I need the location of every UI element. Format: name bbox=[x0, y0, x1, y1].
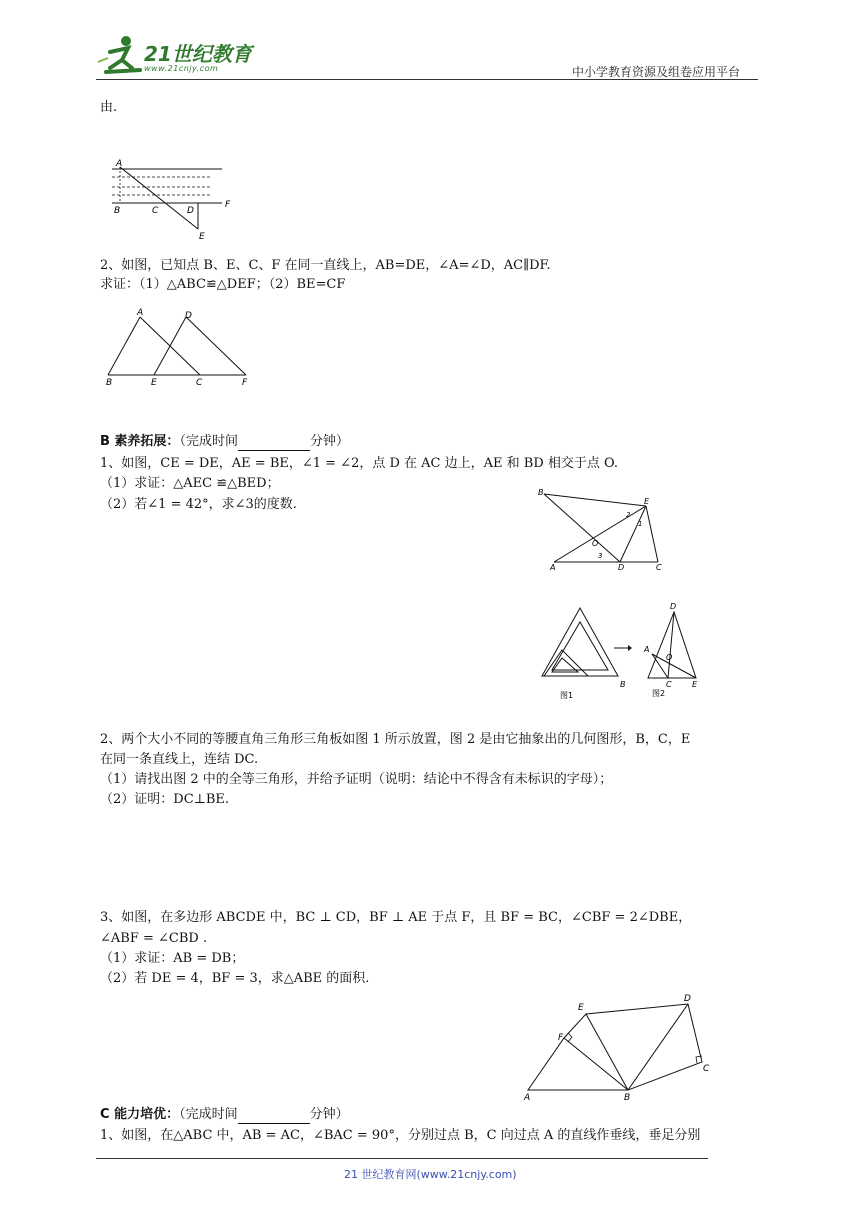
fig2-label-b: B bbox=[106, 378, 113, 388]
fig4-caption-1: 图1 bbox=[560, 691, 574, 700]
fig5-label-b: B bbox=[624, 1093, 631, 1102]
b1-line3: （2）若∠1 = 42°，求∠3的度数. bbox=[100, 497, 297, 512]
fig1-label-f: F bbox=[225, 200, 231, 210]
fig5-label-c: C bbox=[703, 1064, 710, 1074]
fig3-label-1: 1 bbox=[638, 520, 643, 528]
fig3-label-c: C bbox=[656, 563, 662, 572]
runner-logo-icon bbox=[96, 34, 146, 78]
fig4-label-c: C bbox=[666, 680, 672, 689]
b3-line3: （1）求证：AB = DB； bbox=[100, 951, 245, 966]
fig3-label-2: 2 bbox=[626, 511, 631, 519]
b2-line3: （1）请找出图 2 中的全等三角形，并给予证明（说明：结论中不得含有未标识的字母）； bbox=[100, 772, 613, 787]
section-c-time-pre: （完成时间 bbox=[179, 1107, 238, 1122]
section-b-time-blank[interactable] bbox=[238, 437, 310, 451]
figure-two-triangles bbox=[100, 305, 260, 390]
section-b-time-post: 分钟） bbox=[309, 434, 349, 449]
fig3-label-3: 3 bbox=[598, 552, 603, 560]
fig5-label-a: A bbox=[524, 1093, 531, 1102]
logo-url: www.21cnjy.com bbox=[144, 64, 219, 73]
fig4-label-o: O bbox=[666, 653, 673, 662]
section-c-heading bbox=[100, 1106, 349, 1124]
section-b-time-pre: （完成时间 bbox=[179, 434, 238, 449]
fig3-label-b: B bbox=[538, 488, 544, 497]
b3-line4: （2）若 DE = 4，BF = 3，求△ABE 的面积. bbox=[100, 971, 370, 986]
fig5-label-d: D bbox=[684, 994, 691, 1004]
b2-line4: （2）证明：DC⊥BE. bbox=[100, 792, 230, 807]
fig1-label-b: B bbox=[114, 206, 121, 216]
fig3-label-a: A bbox=[550, 563, 556, 572]
fig4-label-b: B bbox=[620, 680, 626, 689]
fig1-label-c: C bbox=[152, 206, 159, 216]
b3-line1: 3、如图，在多边形 ABCDE 中，BC ⊥ CD，BF ⊥ AE 于点 F，且 BF = BC，∠CBF = 2∠DBE， bbox=[100, 910, 692, 925]
q2-line1: 2、如图，已知点 B、E、C、F 在同一直线上，AB=DE，∠A=∠D，AC∥DF. bbox=[100, 258, 551, 273]
header-logo bbox=[96, 34, 266, 78]
figure-b1 bbox=[534, 484, 674, 574]
figure-parallel-lines bbox=[104, 155, 244, 245]
fig5-label-f: F bbox=[558, 1033, 564, 1043]
q2-line2: 求证：（1）△ABC≌△DEF；（2）BE=CF bbox=[100, 277, 346, 292]
fig4-label-a: A bbox=[644, 645, 650, 654]
fig1-label-e: E bbox=[199, 232, 205, 242]
fig1-label-a: A bbox=[116, 159, 123, 169]
footer-text: 21 世纪教育网(www.21cnjy.com) bbox=[344, 1168, 517, 1181]
section-b-title: B 素养拓展： bbox=[100, 434, 180, 449]
fig4-label-e: E bbox=[692, 680, 698, 689]
section-b-heading bbox=[100, 433, 349, 451]
fig1-label-d: D bbox=[187, 206, 194, 216]
figure-b3 bbox=[518, 990, 723, 1102]
b2-line1: 2、两个大小不同的等腰直角三角形三角板如图 1 所示放置，图 2 是由它抽象出的几何图形，B，C，E bbox=[100, 732, 691, 747]
b2-line2: 在同一条直线上，连结 DC. bbox=[100, 752, 259, 767]
footer-rule bbox=[96, 1158, 708, 1159]
header-rule bbox=[96, 79, 758, 80]
c1-line1: 1、如图，在△ABC 中，AB = AC，∠BAC = 90°，分别过点 B，C 向过点 A 的直线作垂线，垂足分别 bbox=[100, 1128, 701, 1143]
fig2-label-f: F bbox=[242, 378, 248, 388]
fig4-caption-2: 图2 bbox=[652, 689, 666, 698]
fig2-label-a: A bbox=[137, 308, 144, 318]
fig2-label-e: E bbox=[151, 378, 157, 388]
figure-b2 bbox=[532, 598, 712, 702]
fig3-label-e: E bbox=[644, 497, 650, 506]
b3-line2: ∠ABF = ∠CBD . bbox=[100, 931, 208, 946]
b1-line2: （1）求证：△AEC ≌△BED； bbox=[100, 476, 280, 491]
section-c-time-post: 分钟） bbox=[309, 1107, 349, 1122]
fig5-label-e: E bbox=[578, 1003, 584, 1013]
fig4-label-d: D bbox=[670, 602, 677, 611]
fig2-label-c: C bbox=[196, 378, 203, 388]
section-c-title: C 能力培优： bbox=[100, 1107, 180, 1122]
fig3-label-d: D bbox=[618, 563, 625, 572]
section-c-time-blank[interactable] bbox=[238, 1110, 310, 1124]
fig2-label-d: D bbox=[185, 311, 192, 321]
logo-text: 21世纪教育 bbox=[144, 42, 252, 66]
b1-line1: 1、如图，CE = DE，AE = BE，∠1 = ∠2，点 D 在 AC 边上，AE 和 BD 相交于点 O. bbox=[100, 456, 619, 471]
fig3-label-o: O bbox=[592, 539, 599, 548]
text-you: 由. bbox=[100, 100, 118, 115]
platform-name: 中小学教育资源及组卷应用平台 bbox=[572, 65, 741, 79]
